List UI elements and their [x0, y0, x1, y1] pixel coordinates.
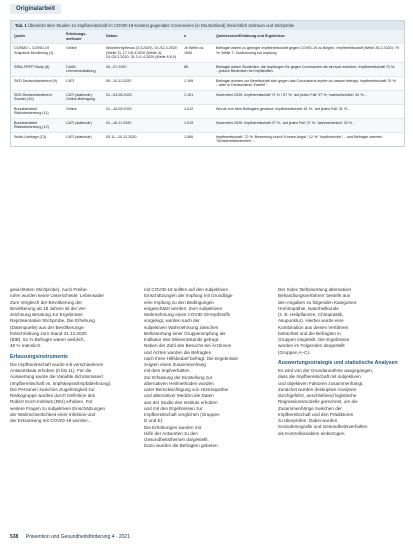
text-line: und mit den Ergebnissen zur: [144, 405, 203, 411]
text-line: dass die Impfbereitschaft mit subjektiven: [278, 374, 361, 380]
header-result: Quintessenz/Erklärung und Ergebnisse: [213, 30, 404, 44]
table-row: [11, 118, 404, 132]
text-line: Akupunktur). Hierbei wurde eine: [278, 318, 344, 324]
text-line: Regressionsmodelle gerechnet, um die: [278, 399, 358, 405]
text-line: Einschätzungen der Impfung mit Grundlage: [144, 293, 233, 299]
cell-n: 1.500: [181, 132, 213, 146]
text-line: durchgeführt, anschließend logistische: [278, 393, 357, 398]
text-line: eine Impfung zu den Bedingungen: [144, 299, 214, 305]
header-date: Datum: [103, 30, 181, 44]
cell-date: 01.–04.08.2020: [103, 90, 181, 104]
text-line: Der Index 'Befürwortung alternativer: [278, 287, 352, 292]
study-table: [10, 20, 405, 147]
text-line: Gesundheitsthemen dargestellt.: [144, 437, 209, 442]
table-row: [11, 76, 404, 90]
header-source: Quelle: [11, 30, 63, 44]
cell-result: November 2020: Impfbereitschaft 71 % / 57 %: 'auf jeden Fall' 37 %; 'wahrscheinlich' 34 %...: [213, 90, 404, 104]
text-line: den Angaben zu folgenden Kategorien:: [278, 299, 358, 305]
text-line: (z. B. Heilpflanzen, Chiropraktik,: [278, 312, 344, 317]
cell-method: CAWI, Lehrveranstaltung: [63, 62, 103, 76]
cell-method: CATI (stationär), Online-Befragung: [63, 90, 103, 104]
cell-result: Impfbereitschaft: 72 %; Bewertung durch 'Kosten Angst'; 12 %: 'Impfkontrolle'; ...und Befragte nannten 'Sicherheitsbedenken'...: [213, 132, 404, 146]
cell-source: SKD Deutschlandtrend (9): [11, 76, 63, 90]
cell-result: Befragte waren zu geringer Impfbereitschaft gegen COVID-19 zu Beginn. Impfbereitschaft (Welle 26.2.2020): 79 %; Welle 7: Zustimmung zur Impfung.: [213, 44, 404, 63]
text-line: nach ihren Hilfsbedarf befragt. Die Ergebnisse: [144, 355, 238, 361]
page-footer: [10, 534, 130, 540]
cell-date: 01.–16.11.2020: [103, 118, 181, 132]
journal-name: Prävention und Gesundheitsförderung 4 · 2021: [25, 534, 130, 540]
text-line: Repräsentative Stichprobe. Die Erhebung: [10, 318, 95, 324]
text-line: Indikator des Wissensstands gefragt.: [144, 337, 220, 342]
text-line: betrachtet und die Befragten in: [278, 330, 341, 336]
text-line: zeigten einen Zusammenhang: [144, 362, 206, 367]
cell-date: 09.–10.11.2020: [103, 76, 181, 90]
text-line: Die Erhebungen wurden mit: [144, 424, 201, 430]
text-line: Risikogruppe wurden durch Definition des: [10, 393, 96, 398]
text-line: Zunächst wurden deskriptive Analysen: [278, 386, 357, 392]
cell-n: Je Welle ca. 1000: [181, 44, 213, 63]
text-line: Impfbereitschaft und den Prädiktoren: [278, 411, 354, 417]
text-line: als Kontrollvariablen einbezogen.: [278, 430, 346, 436]
text-line: subjektiven Wahrnehmung zwischen: [144, 324, 219, 330]
table-row: [11, 90, 404, 104]
text-column-3: [278, 287, 400, 437]
text-line: werden im Folgenden dargestellt: [278, 343, 345, 349]
cell-method: CATI: [63, 76, 103, 90]
table-row: [11, 44, 404, 63]
text-line: eingeschätzt werden. Zum subjektiven: [144, 305, 223, 311]
section-heading: Erfassungsinstrumente: [10, 353, 68, 360]
text-line: (Impfbereitschaft vs. Impfskepsis/Impfablehnung).: [10, 380, 112, 386]
text-line: und alternativer Medizin die Daten: [144, 393, 214, 399]
text-line: Robert Koch-Instituts (RKI) erhoben. Für: [10, 399, 93, 405]
cell-source: SIRA-FRFP Study (8): [11, 62, 63, 76]
cell-date: 03.11.–10.12.2020: [103, 132, 181, 146]
text-line: aus der Studie des Instituts erhoben: [144, 399, 218, 405]
cell-n: 85: [181, 62, 213, 76]
cell-method: CATI (stationär): [63, 118, 103, 132]
text-line: Homöopathie, Naturheilkunde: [278, 305, 339, 311]
cell-source: SKD Deutschlandtrend Sonder-(10): [11, 90, 63, 104]
cell-date: Wochenrhythmus (3.3.2020), 10./11.3.2020 (Welle 3), 17./18.3.2020 (Welle 4), 24./25.3.2020, 31.3./1.4.2020 (Welle 6,8,9): [103, 44, 181, 63]
text-line: der Erkrankung mit COVID-19 wurden...: [10, 418, 92, 423]
text-line: Befürwortung einer Gruppenimpfung als: [144, 330, 226, 336]
cell-result: Befragte waren Studenten, die Impfungen für gegen Coronaviren als sinnvoll erachten; Impfbereitschaft 70 %; ...jedoch Bedenken bei Impfstoffen.: [213, 62, 404, 76]
text-line: (Datenquelle) aus der Bevölkerungs-: [10, 324, 85, 330]
cell-date: 01.–15.09.2020: [103, 104, 181, 118]
section-heading: Auswertungsstrategie und statistische Analysen: [278, 359, 398, 366]
text-line: mit COVID-19 sollten auf den subjektiven: [144, 287, 229, 292]
text-line: rufen wurden keine Unterschiede: Lebensalter: [10, 293, 104, 299]
text-line: Behandlungsverfahren' besteht aus: [278, 293, 351, 299]
text-line: Auswertung wurde die Variable dichotomisiert: [10, 374, 103, 380]
cell-source: Bundesinstitut Risikobewertung (11): [11, 104, 63, 118]
text-line: Wahrnehmung eines COVID-19-Impfstoffs: [144, 312, 231, 317]
text-line: vorgelegt, wurden nach der: [144, 318, 200, 324]
text-line: mit dem Impfverhalten.: [144, 368, 191, 374]
text-line: der Wahrscheinlichkeit einer Infektion und: [10, 411, 96, 417]
text-line: Bevölkerung ab 18 Jahren ist die Ver-: [10, 305, 87, 311]
text-line: zu überprüfen. Dabei wurden: [278, 418, 338, 423]
text-line: Zusammenhänge zwischen der: [278, 405, 342, 411]
text-line: Dazu wurden die Befragten gebeten.: [144, 443, 219, 449]
cell-method: Online: [63, 44, 103, 63]
text-line: (BIB). 51 % Befragte waren weiblich,: [10, 337, 85, 342]
header-n: n: [181, 30, 213, 44]
text-line: weitere Fragen zu subjektiven Einschätzungen: [10, 405, 105, 411]
text-line: (Gruppen A–C).: [278, 349, 311, 355]
text-line: und objektiven Faktoren zusammenhängt.: [278, 380, 364, 386]
text-line: D und E).: [144, 418, 164, 424]
text-line: fortschreibung zum Stand 31.12.2020: [10, 330, 87, 336]
cell-result: November 2020: Impfbereitschaft 57 %; 'auf jeden Fall' 27 %; 'wahrscheinlich' 30 %...: [213, 118, 404, 132]
text-line: Zur Erfassung der Einstellung zur: [144, 374, 213, 380]
text-line: Antwortskala erhoben (0 bis 11). Für die: [10, 368, 92, 373]
text-line: Hilfe der Antworten zu den: [144, 430, 198, 436]
text-line: und Ärzten wurden die Befragten: [144, 349, 212, 355]
text-line: Kombination aus diesen Verfahren: [278, 324, 349, 330]
cell-result: Wurde von dem Befragten genannt; Impfbereitschaft: 61 %; 'auf jeden Fall' 31 %...: [213, 104, 404, 118]
table-caption: [11, 21, 404, 30]
text-line: Die Personen zwischen Zugehörigkeit zur: [10, 386, 95, 392]
text-line: Neben der Zahl des Besuchs bei Ärztinnen: [144, 343, 232, 349]
text-line: Soziodemografie und Gesundheitsverhalten: [278, 424, 368, 430]
table-caption-text: Übersicht über Studien zu Impfbereitschaft im COVID-19-Kontext gegenüber Coronaviren (in Deutschland) hinsichtlich Zeitraum und Stichprobe: [27, 23, 295, 28]
article-body: [10, 287, 403, 523]
cell-source: COSMO – COVID-19 Snapshot Monitoring (1): [11, 44, 63, 63]
text-line: Gruppen eingeteilt. Die Ergebnisse: [278, 337, 350, 342]
cell-source: Bundesinstitut Risikobewertung (12): [11, 118, 63, 132]
cell-n: 1.109: [181, 76, 213, 90]
text-line: alternativen Heilmethoden wurden: [144, 380, 214, 386]
page-number: 538: [10, 534, 19, 540]
text-line: Die Impfbereitschaft wurde mit verschiedenen: [10, 361, 104, 367]
cell-source: Wolfs-Umfrage (13): [11, 132, 63, 146]
cell-n: 1.019: [181, 118, 213, 132]
header-method: Erhebungs-methode: [63, 30, 103, 44]
text-line: 49 % männlich.: [10, 343, 42, 349]
text-line: Zum Vergleich der Bevölkerung der: [10, 299, 83, 305]
cell-result: Befragte wurden zur Bereitschaft sich gegen das Coronavirus impfen zu lassen befragt: Impfbereitschaft 70 %; ...alter in Deutschland 'Zweifel'.: [213, 76, 404, 90]
text-line: gewichteten Stichprobe). Auch Freibe-: [10, 287, 88, 292]
text-column-2: [144, 287, 266, 450]
cell-method: Online: [63, 104, 103, 118]
text-column-1: [10, 287, 132, 424]
cell-n: 1.101: [181, 90, 213, 104]
article-type-tag: Originalarbeit: [10, 4, 61, 14]
table-body: [11, 30, 404, 146]
cell-method: CATI (stationär): [63, 132, 103, 146]
table-row: [11, 132, 404, 146]
text-line: zeichnung Beratung zur Ergebnisse: [10, 312, 83, 317]
table-caption-label: Tab. 1: [15, 23, 27, 28]
cell-date: 04.–07.2020: [103, 62, 181, 76]
text-line: Impfbereitschaft verglichen (Gruppen: [144, 412, 220, 417]
cell-n: 1.012: [181, 104, 213, 118]
table-row: [11, 62, 404, 76]
text-line: Es wird von der Grundannahme ausgegangen,: [278, 368, 374, 373]
text-line: unter Berücksichtigung von Homöopathie: [144, 387, 229, 392]
table-row: [11, 104, 404, 118]
